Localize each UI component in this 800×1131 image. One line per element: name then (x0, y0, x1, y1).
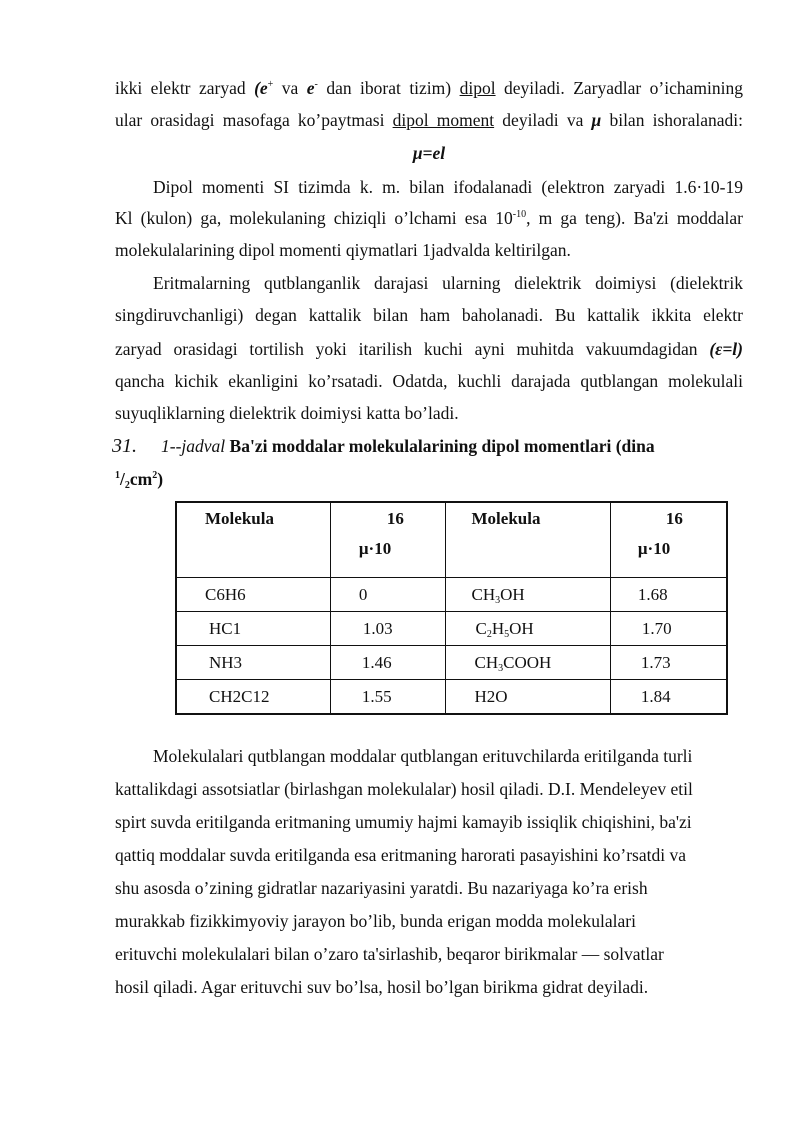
p4-line2: kattalikdagi assotsiatlar (birlashgan molekulalar) hosil qiladi. D.I. Mendeleyev etil (115, 779, 693, 799)
text: (e (254, 78, 268, 98)
p4-line3: spirt suvda eritilganda eritmaning umumiy hajmi kamayib issiqlik chiqishini, ba'zi (115, 812, 692, 832)
text: ) (157, 469, 164, 489)
p1-line2 (115, 109, 743, 131)
header-text: Molekula (205, 509, 274, 528)
dipole-moment-table (175, 501, 728, 715)
header-exponent: 16 (386, 509, 404, 528)
header-mu-2 (610, 502, 727, 578)
p4-line4: qattiq moddalar suvda eritilganda esa eritmaning harorati pasayishini ko’rsatdi va (115, 845, 687, 865)
header-text: Molekula (471, 509, 541, 528)
cell-molecule: CH2C12 (176, 680, 330, 715)
cell-molecule: C6H6 (176, 578, 330, 612)
text (451, 78, 459, 98)
p3-line5: suyuqliklarning dielektrik doimiysi katta bo’ladi. (115, 403, 459, 423)
formula: μ=el (412, 143, 446, 163)
header-mu-1 (330, 502, 445, 578)
subscript: 5 (504, 628, 510, 640)
caption-title: Ba'zi moddalar molekulalarining dipol momentlari (dina (225, 436, 655, 456)
p4-line6: murakkab fizikkimyoviy jarayon bo’lib, bunda erigan modda molekulalari (115, 911, 636, 931)
text: dan iborat tizim) (317, 78, 452, 98)
text: va (273, 78, 307, 98)
header-molekula-1 (176, 502, 330, 578)
header-exponent: 16 (665, 509, 683, 528)
cell-value: 1.84 (610, 680, 727, 715)
p3-line2: singdiruvchanligi) degan kattalik bilan ham baholanadi. Bu kattalik ikkita elektr (115, 305, 743, 325)
subscript: 3 (498, 662, 504, 674)
cell-value: 1.03 (330, 612, 445, 646)
cell-molecule (445, 578, 610, 612)
p3-line4: qancha kichik ekanligini ko’rsatadi. Odatda, kuchli darajada qutblangan molekulali (115, 371, 743, 391)
table-header-row (176, 502, 727, 578)
cell-value: 1.73 (610, 646, 727, 680)
superscript: - (314, 79, 318, 90)
cell-value: 1.68 (610, 578, 727, 612)
header-molekula-2 (445, 502, 610, 578)
text: e (306, 78, 315, 98)
text: deyiladi. Zaryadlar o’ichamining (495, 78, 743, 98)
text: , m ga teng). Ba'zi moddalar (526, 208, 744, 228)
cell-molecule: H2O (445, 680, 610, 715)
term-dipol: dipol (459, 78, 496, 98)
p4-line5: shu asosda o’zining gidratlar nazariyasini yaratdi. Bu nazariyaga ko’ra erish (115, 878, 648, 898)
cell-value: 1.55 (330, 680, 445, 715)
cell-value: 1.46 (330, 646, 445, 680)
p1-line1 (115, 77, 743, 99)
symbol-mu: μ (591, 110, 602, 130)
header-mu: μ·10 (637, 539, 671, 558)
cell-molecule: HC1 (176, 612, 330, 646)
text: CH (474, 652, 499, 672)
table-row (176, 646, 727, 680)
cell-molecule (445, 646, 610, 680)
text: CH (471, 584, 496, 604)
subscript: 2 (124, 480, 130, 491)
text: bilan ishoralanadi: (601, 110, 744, 130)
text: zaryad orasidagi tortilish yoki itarilish kuchi ayni muhitda vakuumdagidan (115, 339, 710, 359)
p3-line3 (115, 338, 743, 360)
table-row (176, 578, 727, 612)
text: OH (500, 584, 525, 604)
cell-molecule (445, 612, 610, 646)
cell-molecule: NH3 (176, 646, 330, 680)
p2-line3: molekulalarining dipol momenti qiymatlari 1jadvalda keltirilgan. (115, 240, 571, 260)
p4-line7: erituvchi molekulalari bilan o’zaro ta'sirlashib, beqaror birikmalar — solvatlar (115, 944, 664, 964)
text: Kl (kulon) ga, molekulaning chiziqli o’lchami esa 10 (115, 208, 513, 228)
table-caption-unit (115, 468, 743, 490)
p2-line1: Dipol momenti SI tizimda k. m. bilan ifodalanadi (elektron zaryadi 1.6·10-19 (153, 177, 743, 197)
table-row (176, 680, 727, 715)
superscript: 1 (115, 470, 120, 481)
p2-line2 (115, 207, 743, 229)
text: H (491, 618, 505, 638)
text: C (475, 618, 487, 638)
p4-line8: hosil qiladi. Agar erituvchi suv bo’lsa, hosil bo’lgan birikma gidrat deyiladi. (115, 977, 649, 997)
superscript: -10 (512, 209, 527, 220)
header-mu: μ·10 (358, 539, 392, 558)
text: COOH (503, 652, 552, 672)
cell-value: 1.70 (610, 612, 727, 646)
table-row (176, 612, 727, 646)
text: (ε=l) (709, 339, 743, 359)
text: ular orasidagi masofaga ko’paytmasi (115, 110, 393, 130)
caption-number: 31. (112, 435, 137, 457)
text: deyiladi va (494, 110, 592, 130)
text: OH (509, 618, 534, 638)
superscript: + (267, 79, 274, 90)
text: ikki elektr zaryad (115, 78, 255, 98)
cell-value: 0 (330, 578, 445, 612)
caption-label: 1--jadval (161, 436, 226, 456)
subscript: 2 (486, 628, 492, 640)
table-caption (112, 435, 752, 457)
superscript: 2 (152, 470, 158, 481)
text: / (120, 469, 125, 489)
subscript: 3 (495, 594, 501, 606)
p4-line1: Molekulalari qutblangan moddalar qutblangan erituvchilarda eritilganda turli (153, 746, 693, 766)
text: cm (129, 469, 153, 489)
term-dipol-moment: dipol moment (392, 110, 495, 130)
p3-line1: Eritmalarning qutblanganlik darajasi ularning dielektrik doimiysi (dielektrik (153, 273, 743, 293)
